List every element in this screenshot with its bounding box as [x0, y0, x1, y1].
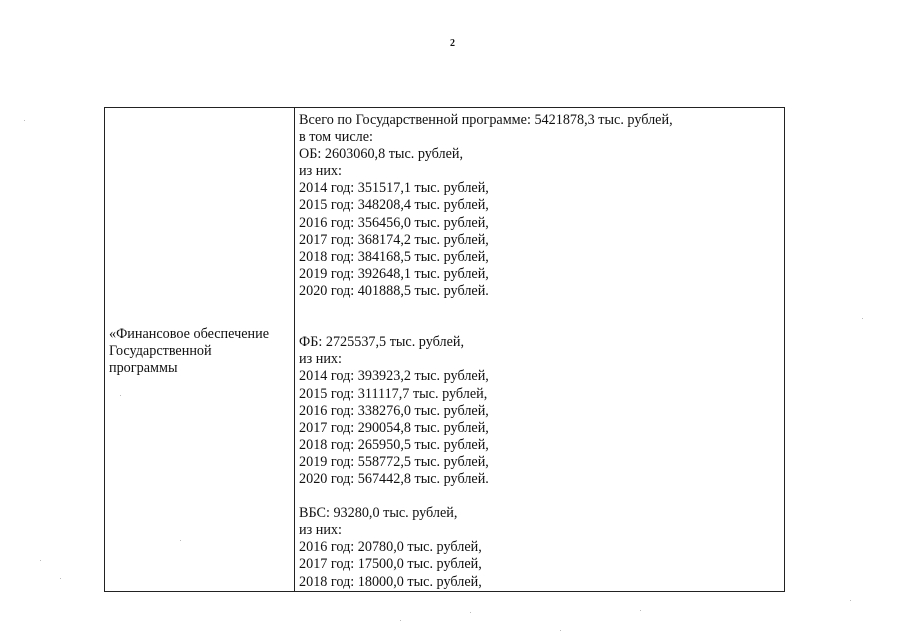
- vbs-of-which: из них:: [299, 522, 342, 539]
- page-number: 2: [450, 38, 455, 49]
- scan-speck: [180, 540, 181, 541]
- vbs-year-line: 2018 год: 18000,0 тыс. рублей,: [299, 573, 482, 590]
- fb-year-line: 2016 год: 338276,0 тыс. рублей,: [299, 402, 489, 419]
- fb-year-line: 2017 год: 290054,8 тыс. рублей,: [299, 419, 489, 436]
- spacer: [299, 317, 673, 334]
- ob-year-line: 2020 год: 401888,5 тыс. рублей.: [299, 282, 489, 299]
- scan-speck: [850, 600, 851, 601]
- ob-year-line: 2019 год: 392648,1 тыс. рублей,: [299, 265, 489, 282]
- ob-year-line: 2014 год: 351517,1 тыс. рублей,: [299, 180, 489, 197]
- scan-speck: [24, 120, 25, 121]
- financing-details: [299, 112, 673, 591]
- ob-year-line: 2018 год: 384168,5 тыс. рублей,: [299, 248, 489, 265]
- scan-speck: [560, 630, 561, 631]
- financing-table: [104, 107, 785, 592]
- scan-speck: [120, 395, 121, 396]
- fb-year-line: 2020 год: 567442,8 тыс. рублей.: [299, 470, 489, 487]
- ob-year-line: 2017 год: 368174,2 тыс. рублей,: [299, 231, 489, 248]
- scan-speck: [640, 610, 641, 611]
- scan-speck: [400, 620, 401, 621]
- ob-of-which: из них:: [299, 163, 342, 180]
- ob-year-line: 2015 год: 348208,4 тыс. рублей,: [299, 197, 489, 214]
- fb-year-line: 2014 год: 393923,2 тыс. рублей,: [299, 368, 489, 385]
- row-label-line: Государственной: [109, 343, 212, 359]
- fb-year-line: 2018 год: 265950,5 тыс. рублей,: [299, 436, 489, 453]
- row-label-line: «Финансовое обеспечение: [109, 326, 270, 342]
- scan-speck: [40, 560, 41, 561]
- scan-speck: [60, 578, 61, 579]
- scan-speck: [470, 612, 471, 613]
- spacer: [299, 488, 673, 505]
- fb-total: ФБ: 2725537,5 тыс. рублей,: [299, 334, 465, 351]
- fb-year-line: 2015 год: 311117,7 тыс. рублей,: [299, 385, 488, 402]
- ob-total: ОБ: 2603060,8 тыс. рублей,: [299, 146, 464, 163]
- including-line: в том числе:: [299, 129, 373, 146]
- total-line: Всего по Государственной программе: 5421878,3 тыс. рублей,: [299, 112, 673, 128]
- vbs-year-line: 2016 год: 20780,0 тыс. рублей,: [299, 539, 482, 556]
- ob-year-line: 2016 год: 356456,0 тыс. рублей,: [299, 214, 489, 231]
- table-left-column: [105, 108, 295, 591]
- spacer: [299, 300, 673, 317]
- vbs-total: ВБС: 93280,0 тыс. рублей,: [299, 505, 458, 522]
- fb-of-which: из них:: [299, 351, 342, 368]
- fb-year-line: 2019 год: 558772,5 тыс. рублей,: [299, 453, 489, 470]
- scan-speck: [862, 318, 863, 319]
- row-label: [109, 326, 289, 377]
- table-right-column: [295, 108, 784, 591]
- row-label-line: программы: [109, 360, 178, 376]
- vbs-year-line: 2017 год: 17500,0 тыс. рублей,: [299, 556, 482, 573]
